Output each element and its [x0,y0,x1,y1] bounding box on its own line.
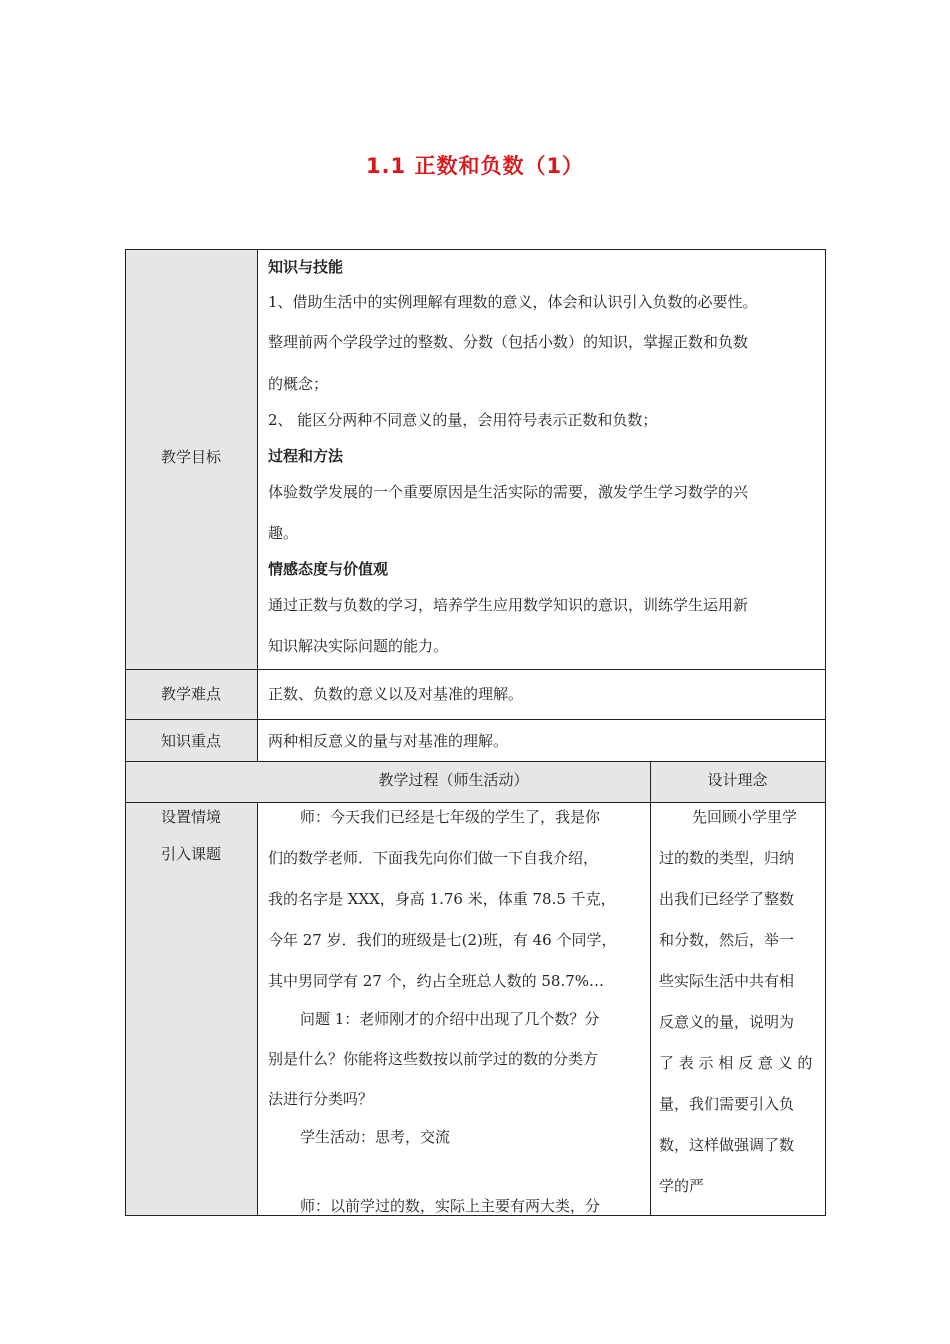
process-line: 们的数学老师．下面我先向你们做一下自我介绍， [268,849,599,867]
objectives-label: 教学目标 [160,448,221,466]
objectives-line: 体验数学发展的一个重要原因是生活实际的需要，激发学生学习数学的兴 [268,483,749,501]
rationale-line: 出我们已经学了整数 [659,890,795,908]
process-line: 师：以前学过的数，实际上主要有两大类，分 [300,1197,601,1215]
process-line: 学生活动：思考，交流 [300,1128,451,1146]
rationale-line: 先回顾小学里学 [692,808,798,826]
objectives-heading-attitude: 情感态度与价值观 [268,560,389,578]
rationale-line: 些实际生活中共有相 [659,972,795,990]
rationale-line: 量，我们需要引入负 [659,1095,795,1113]
process-line: 问题 1：老师刚才的介绍中出现了几个数？分 [300,1010,600,1028]
key-points-label: 知识重点 [160,732,221,750]
table-border-right [825,249,826,1216]
rationale-line: 反意义的量，说明为 [659,1013,795,1031]
process-line: 法进行分类吗？ [268,1090,374,1108]
column-divider [650,761,651,1216]
row-divider [125,761,826,762]
objectives-line: 趣。 [268,524,299,542]
page-title: 1.1 正数和负数（1） [365,154,585,178]
objectives-line: 知识解决实际问题的能力。 [268,637,449,655]
row-divider [125,719,826,720]
rationale-line: 学的严 [659,1177,705,1195]
process-line: 我的名字是 XXX，身高 1.76 米，体重 78.5 千克， [268,890,616,908]
key-points-text: 两种相反意义的量与对基准的理解。 [268,732,509,750]
process-line: 别是什么？你能将这些数按以前学过的数的分类方 [268,1050,599,1068]
section-label-line2: 引入课题 [160,845,221,863]
table-border-top [125,249,826,250]
row-divider [125,669,826,670]
rationale-line: 了 表 示 相 反 意 义 的 [659,1054,813,1072]
objectives-line: 1、借助生活中的实例理解有理数的意义，体会和认识引入负数的必要性。 [268,293,758,311]
objectives-line: 整理前两个学段学过的整数、分数（包括小数）的知识，掌握正数和负数 [268,333,749,351]
process-line: 其中男同学有 27 个，约占全班总人数的 58.7%… [268,972,605,990]
process-header-right: 设计理念 [707,771,768,789]
column-divider [257,802,258,1216]
rationale-line: 数，这样做强调了数 [659,1136,795,1154]
objectives-heading-process: 过程和方法 [268,447,344,465]
process-line: 师：今天我们已经是七年级的学生了，我是你 [300,808,601,826]
process-line: 今年 27 岁．我们的班级是七(2)班，有 46 个同学， [268,931,617,949]
rationale-line: 过的数的类型，归纳 [659,849,795,867]
rationale-line: 和分数，然后，举一 [659,931,795,949]
difficulty-text: 正数、负数的意义以及对基准的理解。 [268,685,524,703]
section-label-cell [125,802,257,1216]
column-divider [257,249,258,761]
section-label-line1: 设置情境 [160,808,221,826]
objectives-heading-knowledge: 知识与技能 [268,258,344,276]
difficulty-label: 教学难点 [160,685,221,703]
process-header-left: 教学过程（师生活动） [378,771,529,789]
objectives-line: 2、 能区分两种不同意义的量，会用符号表示正数和负数； [268,411,658,429]
objectives-line: 通过正数与负数的学习，培养学生应用数学知识的意识，训练学生运用新 [268,596,749,614]
row-divider [125,802,826,803]
objectives-line: 的概念； [268,375,329,393]
